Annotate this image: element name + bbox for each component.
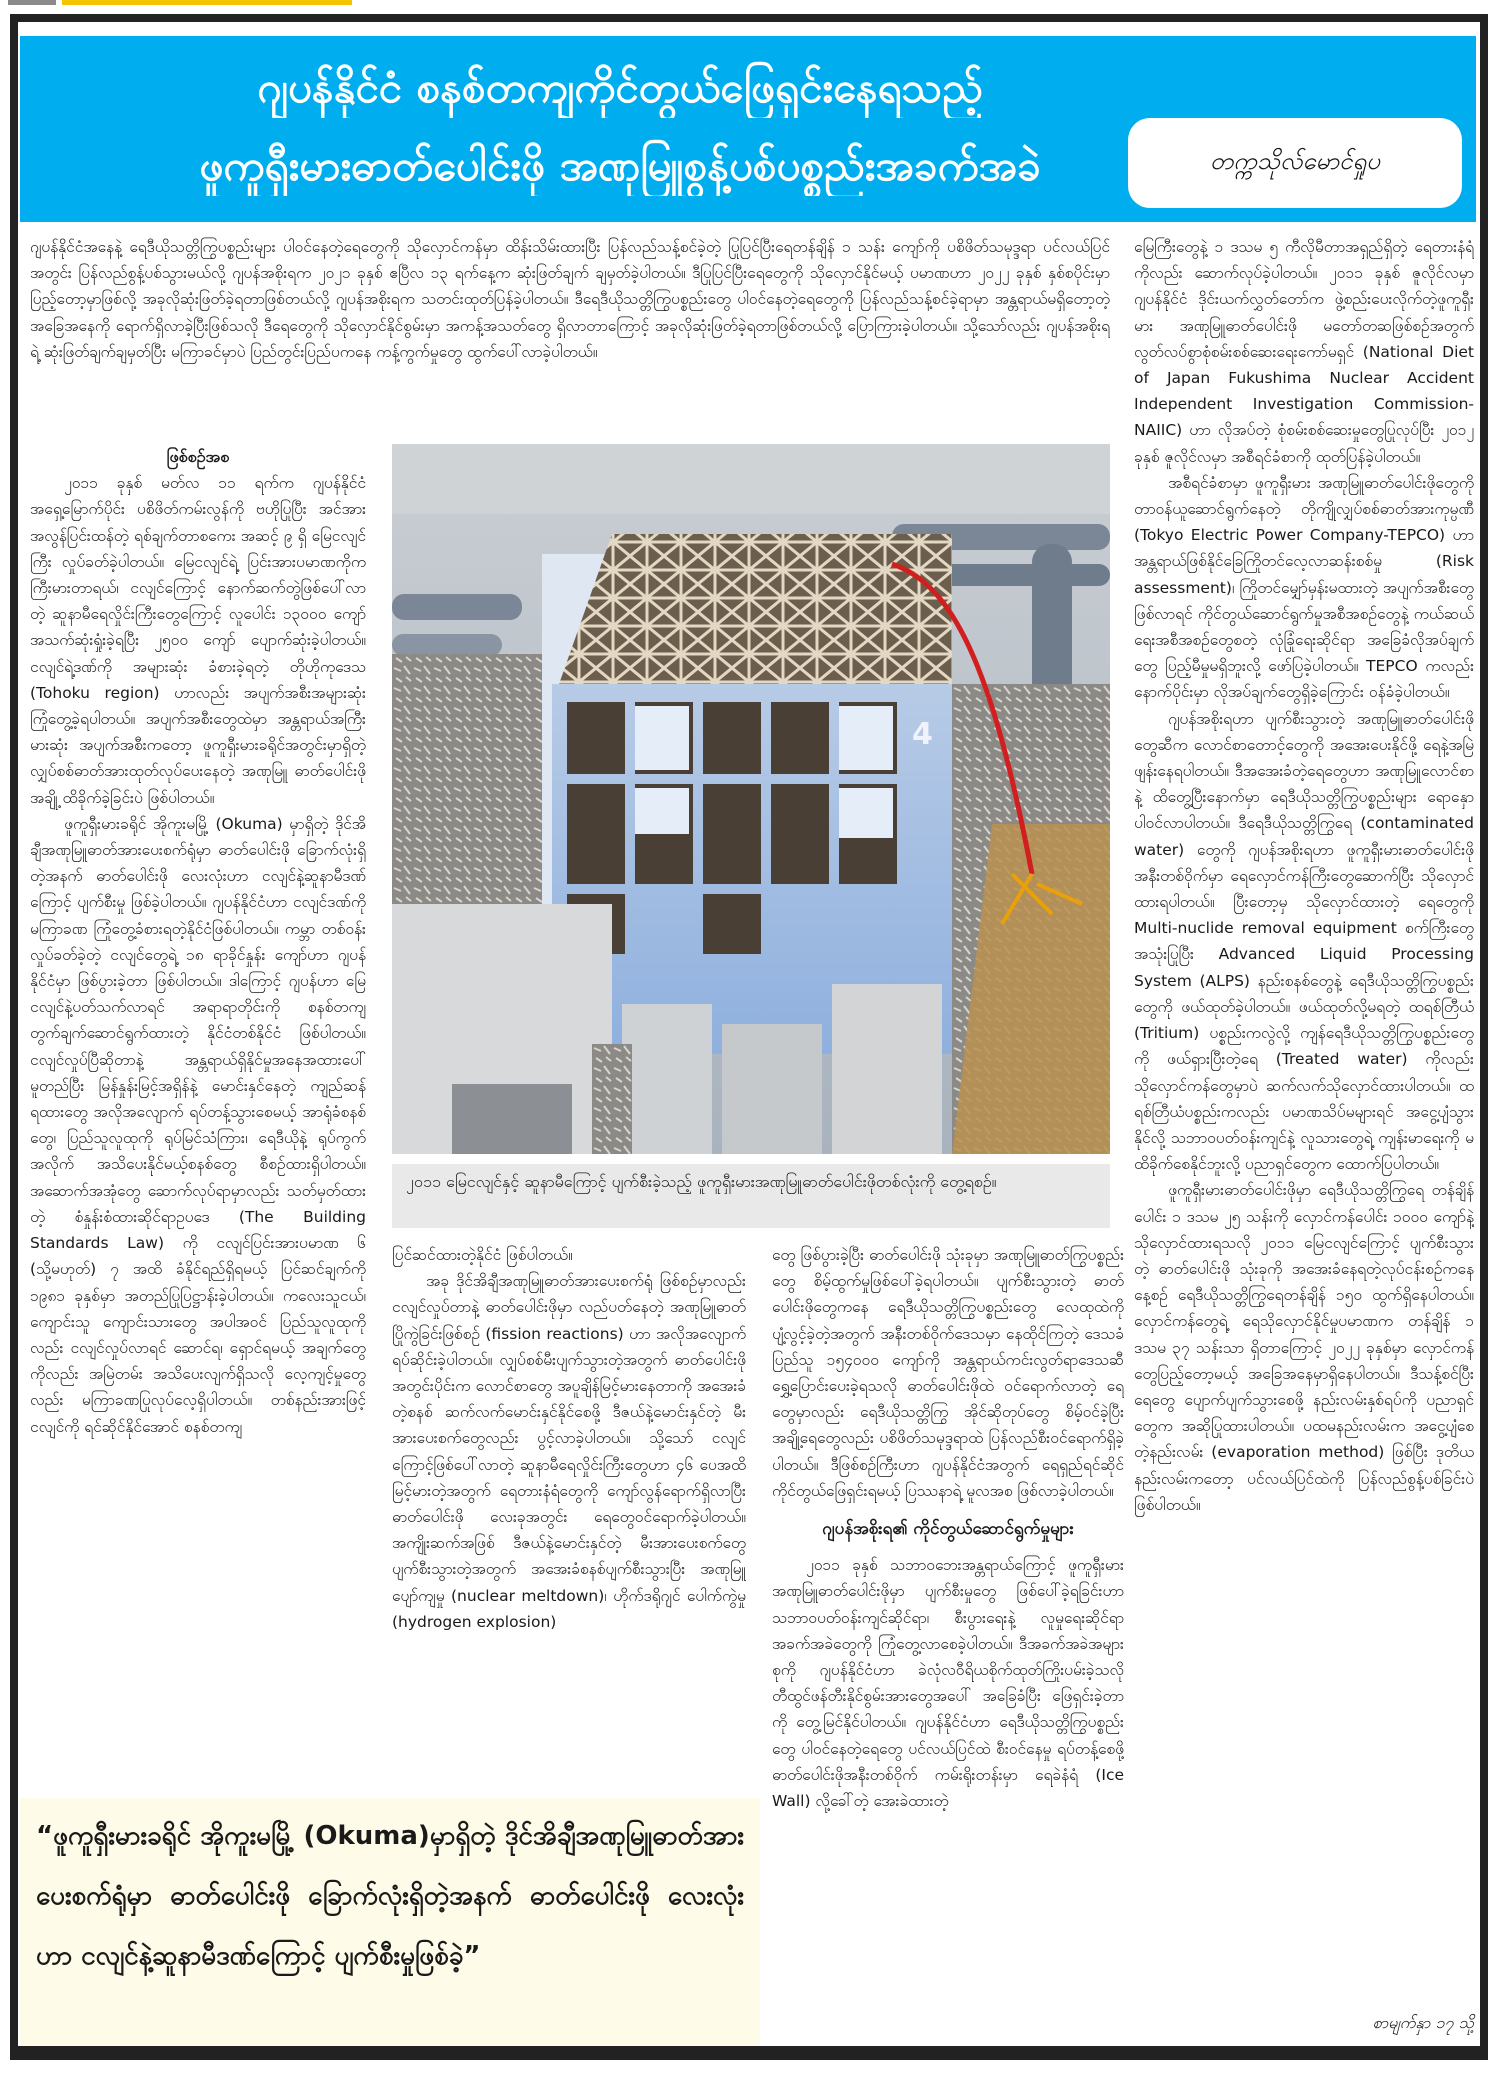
damaged-reactor-image	[392, 444, 1110, 1154]
headline-line-1: ဂျပန်နိုင်ငံ စနစ်တကျကိုင်တွယ်ဖြေရှင်းနေရသည့်	[257, 63, 983, 112]
body-paragraph: ဖူကူရှီးမားခရိုင် အိုကူးမမြို့ (Okuma) မှာရှိတဲ့ ဒိုင်အိချီအဏုမြူဓာတ်အားပေးစက်ရုံမှာ ဓာတ်ပေါင်းဖို ခြောက်လုံးရှိတဲ့အနက် ဓာတ်ပေါင်းဖို လေးလုံးဟာ ငလျင်နဲ့ဆူနာမီဒဏ်ကြောင့် ပျက်စီးမှု ဖြစ်ခဲ့ပါတယ်။ ဂျပန်နိုင်ငံဟာ ငလျင်ဒဏ်ကို မကြာခဏ ကြုံတွေ့ခံစားရတဲ့နိုင်ငံဖြစ်ပါတယ်။ ကမ္ဘာ တစ်ဝန်း လှုပ်ခတ်ခဲ့တဲ့ ငလျင်တွေရဲ့ ၁၈ ရာခိုင်နှုန်း ကျော်ဟာ ဂျပန်နိုင်ငံမှာ ဖြစ်ပွားခဲ့တာ ဖြစ်ပါတယ်။ ဒါကြောင့် ဂျပန်ဟာ မြေငလျင်နဲ့ပတ်သက်လာရင် အရာရာတိုင်းကို စနစ်တကျ တွက်ချက်ဆောင်ရွက်ထားတဲ့ နိုင်ငံတစ်နိုင်ငံ ဖြစ်ပါတယ်။ ငလျင်လှုပ်ပြီဆိုတာနဲ့ အန္တရာယ်ရှိနိုင်မှုအနေအထားပေါ်မူတည်ပြီး မြန်နှုန်းမြင့်အရှိန်နဲ့ မောင်းနှင်နေတဲ့ ကျည်ဆန်ရထားတွေ အလိုအလျောက် ရပ်တန့်သွားစေမယ့် အာရုံခံစနစ်တွေ၊ ပြည်သူလူထုကို ရုပ်မြင်သံကြား၊ ရေဒီယိုနဲ့ ရုပ်ကွက်အလိုက် အသိပေးနိုင်မယ့်စနစ်တွေ စီစဉ်ထားရှိပါတယ်။ အဆောက်အအုံတွေ ဆောက်လုပ်ရာမှာလည်း သတ်မှတ်ထားတဲ့ စံနှုန်းစံထားဆိုင်ရာဥပဒေ (The Building Standards Law) ကို ငလျင်ပြင်းအားပမာဏ ၆ (သို့မဟုတ်) ၇ အထိ ခံနိုင်ရည်ရှိရမယ့် ပြင်ဆင်ချက်ကို ၁၉၈၁ ခုနှစ်မှာ အတည်ပြုပြဋ္ဌာန်းခဲ့ပါတယ်။ ကလေးသူငယ်၊ ကျောင်းသူ ကျောင်းသားတွေ အပါအဝင် ပြည်သူလူထုကိုလည်း ငလျင်လှုပ်လာရင် ဆောင်ရ၊ ရှောင်ရမယ့် အချက်တွေကိုလည်း အမြဲတမ်း အသိပေးလျက်ရှိသလို လေ့ကျင့်မှုတွေလည်း မကြာခဏပြုလုပ်လေ့ရှိပါတယ်။ တစ်နည်းအားဖြင့် ငလျင်ကို ရင်ဆိုင်နိုင်အောင် စနစ်တကျ	[30, 814, 366, 1436]
column-2	[392, 1242, 746, 1802]
lead-text: ဂျပန်နိုင်ငံအနေနဲ့ ရေဒီယိုသတ္တိကြွပစ္စည်းများ ပါဝင်နေတဲ့ရေတွေကို သိုလှောင်ကန်မှာ ထိန်းသိမ်းထားပြီး ပြန်လည်သန့်စင်ခဲ့တဲ့ ပြုပြင်ပြီးရေတန်ချိန် ၁ သန်း ကျော်ကို ပစိဖိတ်သမုဒ္ဒရာ ပင်လယ်ပြင်အတွင်း ပြန်လည်စွန့်ပစ်သွားမယ်လို့ ဂျပန်အစိုးရက ၂၀၂၁ ခုနှစ် ဧပြီလ ၁၃ ရက်နေ့က ဆုံးဖြတ်ချက် ချမှတ်ခဲ့ပါတယ်။ ဒီပြုပြင်ပြီးရေတွေကို သိုလှောင်နိုင်မယ့် ပမာဏဟာ ၂၀၂၂ ခုနှစ် နှစ်စပိုင်းမှာ ပြည့်တော့မှာဖြစ်လို့ အခုလိုဆုံးဖြတ်ခဲ့ရတာဖြစ်တယ်လို့ ဂျပန်အစိုးရက သတင်းထုတ်ပြန်ခဲ့ပါတယ်။ ဒီရေဒီယိုသတ္တိကြွပစ္စည်းတွေ ပါဝင်နေတဲ့ရေတွေကို ပြန်လည်သန့်စင်ခဲ့ရာမှာ အန္တရာယ်မရှိတော့တဲ့ အခြေအနေကို ရောက်ရှိလာခဲ့ပြီးဖြစ်သလို ဒီရေတွေကို သိုလှောင်နိုင်စွမ်းမှာ အကန့်အသတ်တွေ ရှိလာတာကြောင့် အခုလိုဆုံးဖြတ်ခဲ့ရတာဖြစ်တယ်လို့ ပြောကြားခဲ့ပါတယ်။ သို့သော်လည်း ဂျပန်အစိုးရရဲ့ ဆုံးဖြတ်ချက်ချမှတ်ပြီး မကြာခင်မှာပဲ ပြည်တွင်းပြည်ပကနေ ကန့်ကွက်မှုတွေ ထွက်ပေါ်လာခဲ့ပါတယ်။	[30, 238, 1110, 361]
column-3	[772, 1242, 1124, 2054]
photo-caption	[392, 1164, 1110, 1228]
body-paragraph: ပြင်ဆင်ထားတဲ့နိုင်ငံ ဖြစ်ပါတယ်။	[392, 1246, 573, 1264]
continued-on-page: စာမျက်နှာ ၁၇ သို့	[1372, 2013, 1474, 2032]
pull-quote-text: “ဖူကူရှီးမားခရိုင် အိုကူးမမြို့ (Okuma)မှာရှိတဲ့ ဒိုင်အိချီအဏုမြူဓာတ်အားပေးစက်ရုံမှာ ဓာတ်ပေါင်းဖို ခြောက်လုံးရှိတဲ့အနက် ဓာတ်ပေါင်းဖို လေးလုံးဟာ ငလျင်နဲ့ဆူနာမီဒဏ်ကြောင့် ပျက်စီးမှုဖြစ်ခဲ့”	[36, 1821, 744, 1971]
reactor-photo	[392, 444, 1110, 1154]
page-tab-grey	[8, 0, 56, 5]
pull-quote	[20, 1798, 760, 2046]
building-number: 4	[912, 717, 933, 752]
body-paragraph: အခု ဒိုင်အိချီအဏုမြူဓာတ်အားပေးစက်ရုံ ဖြစ်စဉ်မှာလည်း ငလျင်လှုပ်တာနဲ့ ဓာတ်ပေါင်းဖိုမှာ လည်ပတ်နေတဲ့ အဏုမြူဓာတ်ပြိုကွဲခြင်းဖြစ်စဉ် (fission reactions) ဟာ အလိုအလျောက် ရပ်ဆိုင်းခဲ့ပါတယ်။ လျှပ်စစ်မီးပျက်သွားတဲ့အတွက် ဓာတ်ပေါင်းဖိုအတွင်းပိုင်းက လောင်စာတွေ အပူချိန်မြင့်မားနေတာကို အအေးခံတဲ့စနစ် ဆက်လက်မောင်းနှင်နိုင်စေဖို့ ဒီဇယ်နဲ့မောင်းနှင်တဲ့ မီးအားပေးစက်တွေလည်း ပွင့်လာခဲ့ပါတယ်။ သို့သော် ငလျင်ကြောင့်ဖြစ်ပေါ်လာတဲ့ ဆူနာမီရေလှိုင်းကြီးတွေဟာ ၄၆ ပေအထိ မြင့်မားတဲ့အတွက် ရေတားနံရံတွေကို ကျော်လွန်ရောက်ရှိလာပြီး ဓာတ်ပေါင်းဖို လေးခုအတွင်း ရေတွေဝင်ရောက်ခဲ့ပါတယ်။ အကျိုးဆက်အဖြစ် ဒီဇယ်နဲ့မောင်းနှင်တဲ့ မီးအားပေးစက်တွေ ပျက်စီးသွားတဲ့အတွက် အအေးခံစနစ်ပျက်စီးသွားပြီး အဏုမြူပျော်ကျမှု (nuclear meltdown)၊ ဟိုက်ဒရိုဂျင် ပေါက်ကွဲမှု (hydrogen explosion)	[392, 1272, 746, 1631]
photo-caption-text: ၂၀၁၁ မြေငလျင်နှင့် ဆူနာမီကြောင့် ပျက်စီးခဲ့သည့် ဖူကူရှီးမားအဏုမြူဓာတ်ပေါင်းဖိုတစ်လုံးကို တွေ့ရစဉ်။	[406, 1172, 997, 1191]
body-paragraph: မြေကြီးတွေနဲ့ ၁ ဒသမ ၅ ကီလိုမီတာအရှည်ရှိတဲ့ ရေတားနံရံကိုလည်း ဆောက်လုပ်ခဲ့ပါတယ်။ ၂၀၁၁ ခုနှစ် ဇူလိုင်လမှာ ဂျပန်နိုင်ငံ ဒိုင်းယက်လွှတ်တော်က ဖွဲ့စည်းပေးလိုက်တဲ့ဖူကူရှီးမား အဏုမြူဓာတ်ပေါင်းဖို မတော်တဆဖြစ်စဉ်အတွက် လွတ်လပ်စွာစုံစမ်းစစ်ဆေးရေးကော်မရှင် (National Diet of Japan Fukushima Nuclear Accident Independent Investigation Commission-NAIIC) ဟာ လိုအပ်တဲ့ စုံစမ်းစစ်ဆေးမှုတွေပြုလုပ်ပြီး ၂၀၁၂ ခုနှစ် ဇူလိုင်လမှာ အစီရင်ခံစာကို ထုတ်ပြန်ခဲ့ပါတယ်။	[1134, 238, 1474, 466]
body-paragraph: ဂျပန်အစိုးရဟာ ပျက်စီးသွားတဲ့ အဏုမြူဓာတ်ပေါင်းဖိုတွေဆီက လောင်စာတောင့်တွေကို အအေးပေးနိုင်ဖို့ ရေနဲ့အမြဲဖျန်းနေရပါတယ်။ ဒီအအေးခံတဲ့ရေတွေဟာ အဏုမြူလောင်စာနဲ့ ထိတွေ့ပြီးနောက်မှာ ရေဒီယိုသတ္တိကြွပစ္စည်းများ ရောနှောပါဝင်လာပါတယ်။ ဒီရေဒီယိုသတ္တိကြွရေ (contaminated water) တွေကို ဂျပန်အစိုးရဟာ ဖူကူရှီးမားဓာတ်ပေါင်းဖိုအနီးတစ်ဝိုက်မှာ ရေလှောင်ကန်ကြီးတွေဆောက်ပြီး သိုလှောင်ထားရပါတယ်။ ပြီးတော့မှ သိုလှောင်ထားတဲ့ ရေတွေကို Multi-nuclide removal equipment စက်ကြီးတွေ အသုံးပြုပြီး Advanced Liquid Processing System (ALPS) နည်းစနစ်တွေနဲ့ ရေဒီယိုသတ္တိကြွပစ္စည်းတွေကို ဖယ်ထုတ်ခဲ့ပါတယ်။ ဖယ်ထုတ်လို့မရတဲ့ ထရစ်တြီယံ (Tritium) ပစ္စည်းကလွဲလို့ ကျန်ရေဒီယိုသတ္တိကြွပစ္စည်းတွေကို ဖယ်ရှားပြီးတဲ့ရေ (Treated water) ကိုလည်း သိုလှောင်ကန်တွေမှာပဲ ဆက်လက်သိုလှောင်ထားပါတယ်။ ထရစ်တြီယံပစ္စည်းကလည်း ပမာဏသိပ်မများရင် အငွေ့ပျံသွားနိုင်လို့ သဘာဝပတ်ဝန်းကျင်နဲ့ လူသားတွေရဲ့ ကျန်းမာရေးကို မထိခိုက်စေနိုင်ဘူးလို့ ပညာရှင်တွေက ထောက်ပြပါတယ်။	[1134, 709, 1474, 1174]
author-name: တက္ကသိုလ်မောင်ရှုပ	[1210, 147, 1380, 175]
headline-banner	[20, 36, 1476, 222]
lead-paragraph	[30, 234, 1110, 444]
body-paragraph: အစီရင်ခံစာမှာ ဖူကူရှီးမား အဏုမြူဓာတ်ပေါင်းဖိုတွေကို တာဝန်ယူဆောင်ရွက်နေတဲ့ တိုကျိုလျှပ်စစ်ဓာတ်အားကုမ္ပဏီ (Tokyo Electric Power Company-TEPCO) ဟာ အန္တရာယ်ဖြစ်နိုင်ခြေကြိုတင်လေ့လာဆန်းစစ်မှု (Risk assessment)၊ ကြိုတင်မျှော်မှန်းမထားတဲ့ အပျက်အစီးတွေဖြစ်လာရင် ကိုင်တွယ်ဆောင်ရွက်မှုအစီအစဉ်တွေနဲ့ ကယ်ဆယ်ရေးအစီအစဉ်တွေစတဲ့ လုံခြုံရေးဆိုင်ရာ အခြေခံလိုအပ်ချက်တွေ ပြည့်မီမှုမရှိဘူးလို့ ဖော်ပြခဲ့ပါတယ်။ TEPCO ကလည်း နောက်ပိုင်းမှာ လိုအပ်ချက်တွေရှိခဲ့ကြောင်း ဝန်ခံခဲ့ပါတယ်။	[1134, 473, 1474, 702]
headline-line-2: ဖူကူရှီးမားဓာတ်ပေါင်းဖို အဏုမြူစွန့်ပစ်ပစ္စည်းအခက်အခဲ	[199, 141, 1041, 190]
body-paragraph: ဖူကူရှီးမားဓာတ်ပေါင်းဖိုမှာ ရေဒီယိုသတ္တိကြွရေ တန်ချိန်ပေါင်း ၁ ဒသမ ၂၅ သန်းကို လှောင်ကန်ပေါင်း ၁၀၀၀ ကျော်နဲ့ သိုလှောင်ထားရသလို ၂၀၁၁ မြေငလျင်ကြောင့် ပျက်စီးသွားတဲ့ ဓာတ်ပေါင်းဖို သုံးခုကို အအေးခံနေရတဲ့လုပ်ငန်းစဉ်ကနေ နေ့စဉ် ရေဒီယိုသတ္တိကြွရေတန်ချိန် ၁၅၀ ထွက်ရှိနေပါတယ်။ လှောင်ကန်တွေရဲ့ ရေသိုလှောင်နိုင်မှုပမာဏက တန်ချိန် ၁ ဒသမ ၃၇ သန်းသာ ရှိတာကြောင့် ၂၀၂၂ ခုနှစ်မှာ လှောင်ကန်တွေပြည့်တော့မယ့် အခြေအနေမှာရှိနေပါတယ်။ ဒီသန့်စင်ပြီးရေတွေ ပျောက်ပျက်သွားစေဖို့ နည်းလမ်းနှစ်ရပ်ကို ပညာရှင်တွေက အဆိုပြုထားပါတယ်။ ပထမနည်းလမ်းက အငွေ့ပျံစေတဲ့နည်းလမ်း (evaporation method) ဖြစ်ပြီး ဒုတိယနည်းလမ်းကတော့ ပင်လယ်ပြင်ထဲကို ပြန်လည်စွန့်ပစ်ခြင်းပဲ ဖြစ်ပါတယ်။	[1134, 1181, 1474, 1514]
section-subhead: ဂျပန်အစိုးရ၏ ကိုင်တွယ်ဆောင်ရွက်မှုများ	[822, 1519, 1074, 1540]
page-tab-yellow	[62, 0, 352, 5]
body-paragraph: ၂၀၁၁ ခုနှစ် မတ်လ ၁၁ ရက်က ဂျပန်နိုင်ငံ အရှေ့မြောက်ပိုင်း ပစိဖိတ်ကမ်းလွန်ကို ဗဟိုပြုပြီး အင်အားအလွန်ပြင်းထန်တဲ့ ရစ်ချက်တာစကေး အဆင့် ၉ ရှိ မြေငလျင်ကြီး လှုပ်ခတ်ခဲ့ပါတယ်။ မြေငလျင်ရဲ့ ပြင်းအားပမာဏကိုက ကြီးမားတာရယ်၊ ငလျင်ကြောင့် နောက်ဆက်တွဲဖြစ်ပေါ်လာတဲ့ ဆူနာမီရေလှိုင်းကြီးတွေကြောင့် လူပေါင်း ၁၃၀၀၀ ကျော် အသက်ဆုံးရှုံးခဲ့ရပြီး ၂၅၀၀ ကျော် ပျောက်ဆုံးခဲ့ပါတယ်။ ငလျင်ရဲ့ဒဏ်ကို အများဆုံး ခံစားခဲ့ရတဲ့ တိုဟိုကုဒေသ (Tohoku region) ဟာလည်း အပျက်အစီးအများဆုံး ကြုံတွေ့ခဲ့ရပါတယ်။ အပျက်အစီးတွေထဲမှာ အန္တရာယ်အကြီးမားဆုံး အပျက်အစီးကတော့ ဖူကူရှီးမားခရိုင်အတွင်းမှာရှိတဲ့ လျှပ်စစ်ဓာတ်အားထုတ်လုပ်ပေးနေတဲ့ အဏုမြူ ဓာတ်ပေါင်းဖိုအချို့ ထိခိုက်ခဲ့ခြင်းပဲ ဖြစ်ပါတယ်။	[30, 474, 366, 807]
body-paragraph: ၂၀၁၁ ခုနှစ် သဘာဝဘေးအန္တရာယ်ကြောင့် ဖူကူရှီးမား အဏုမြူဓာတ်ပေါင်းဖိုမှာ ပျက်စီးမှုတွေ ဖြစ်ပေါ်ခဲ့ရခြင်းဟာ သဘာဝပတ်ဝန်းကျင်ဆိုင်ရာ၊ စီးပွားရေးနဲ့ လူမှုရေးဆိုင်ရာ အခက်အခဲတွေကို ကြုံတွေ့လာစေခဲ့ပါတယ်။ ဒီအခက်အခဲအများစုကို ဂျပန်နိုင်ငံဟာ ခဲလုံလဝီရိယစိုက်ထုတ်ကြိုးပမ်းခဲ့သလို တီထွင်ဖန်တီးနိုင်စွမ်းအားတွေအပေါ် အခြေခံပြီး ဖြေရှင်းခဲ့တာကို တွေ့မြင်နိုင်ပါတယ်။ ဂျပန်နိုင်ငံဟာ ရေဒီယိုသတ္တိကြွပစ္စည်းတွေ ပါဝင်နေတဲ့ရေတွေ ပင်လယ်ပြင်ထဲ စီးဝင်နေမှု ရပ်တန့်စေဖို့ ဓာတ်ပေါင်းဖိုအနီးတစ်ဝိုက် ကမ်းရိုးတန်းမှာ ရေခဲနံရံ (Ice Wall) လို့ခေါ်တဲ့ အေးခဲထားတဲ့	[772, 1556, 1124, 1811]
column-4	[1134, 234, 1474, 1994]
section-subhead: ဖြစ်စဉ်အစ	[166, 447, 230, 466]
body-paragraph: တွေ ဖြစ်ပွားခဲ့ပြီး ဓာတ်ပေါင်းဖို သုံးခုမှာ အဏုမြူဓာတ်ကြွပစ္စည်းတွေ စိမ့်ထွက်မှုဖြစ်ပေါ်ခဲ့ရပါတယ်။ ပျက်စီးသွားတဲ့ ဓာတ်ပေါင်းဖိုတွေကနေ ရေဒီယိုသတ္တိကြွပစ္စည်းတွေ လေထုထဲကို ပျံ့လွင့်ခဲ့တဲ့အတွက် အနီးတစ်ဝိုက်ဒေသမှာ နေထိုင်ကြတဲ့ ဒေသခံပြည်သူ ၁၅၄၀၀၀ ကျော်ကို အန္တရာယ်ကင်းလွတ်ရာဒေသဆီ ရွှေ့ပြောင်းပေးခဲ့ရသလို ဓာတ်ပေါင်းဖိုထဲ ဝင်ရောက်လာတဲ့ ရေတွေမှာလည်း ရေဒီယိုသတ္တိကြွ အိုင်ဆိုတုပ်တွေ စိမ့်ဝင်ခဲ့ပြီး အချို့ရေတွေလည်း ပစိဖိတ်သမုဒ္ဒရာထဲ ပြန်လည်စီးဝင်ရောက်ရှိခဲ့ပါတယ်။ ဒီဖြစ်စဉ်ကြီးဟာ ဂျပန်နိုင်ငံအတွက် ရေရှည်ရင်ဆိုင် ကိုင်တွယ်ဖြေရှင်းရမယ့် ပြဿနာရဲ့ မူလအစ ဖြစ်လာခဲ့ပါတယ်။	[772, 1246, 1124, 1500]
author-byline	[1128, 118, 1462, 208]
column-1	[30, 444, 366, 1674]
